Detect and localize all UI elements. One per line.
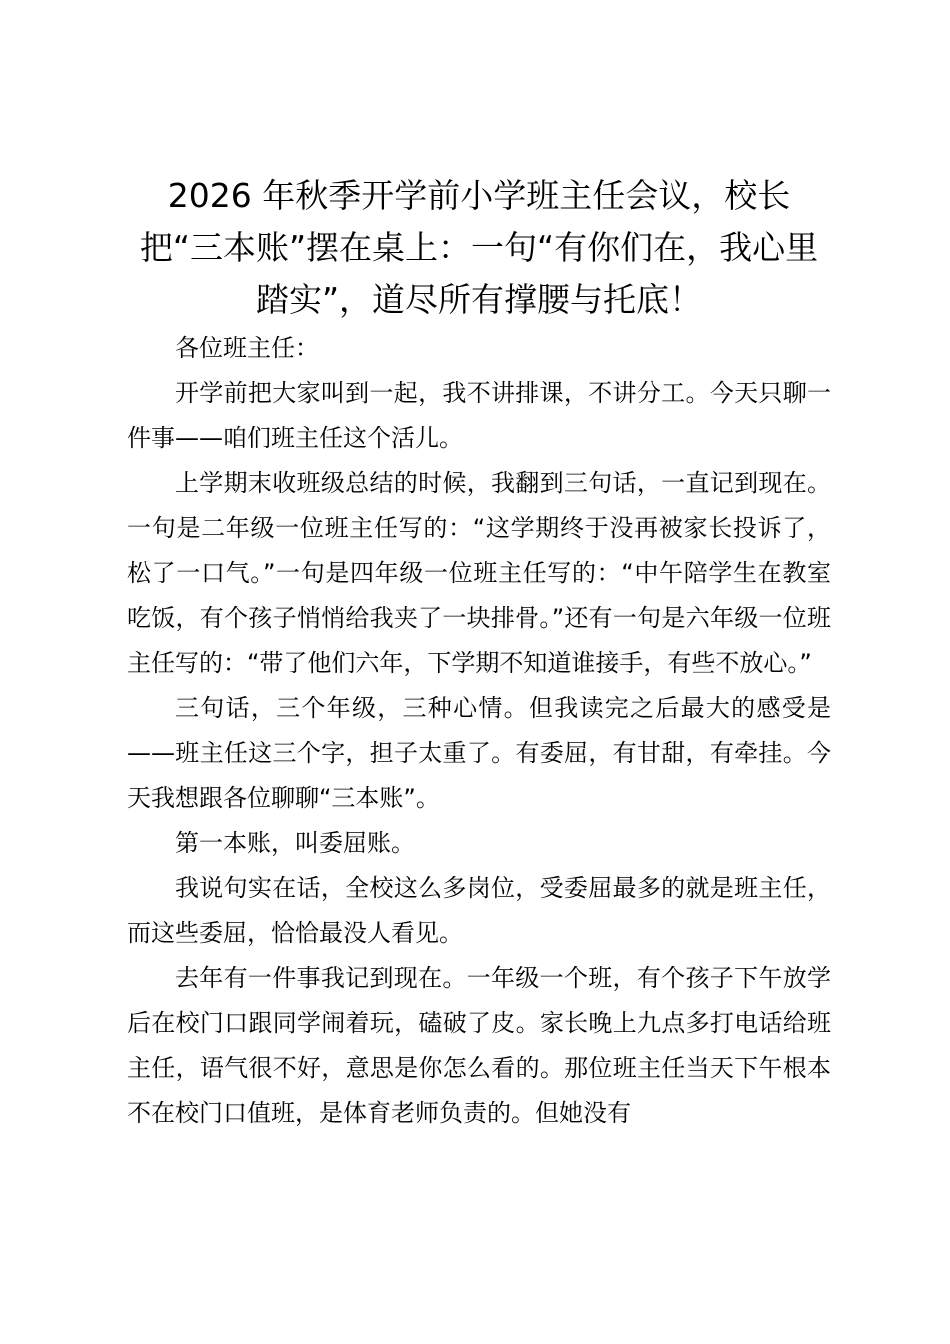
document-content [127,170,831,1136]
section-heading-first-account: 第一本账，叫委屈账。 [175,829,415,857]
paragraph-three-sentences: 上学期末收班级总结的时候，我翻到三句话，一直记到现在。一句是二年级一位班主任写的：“这学期终于没再被家长投诉了，松了一口气。”一句是四年级一位班主任写的：“中午陪学生在教室吃饭，有个孩子悄悄给我夹了一块排骨。”还有一句是六年级一位班主任写的：“带了他们六年，下学期不知道谁接手，有些不放心。” [127,469,831,677]
paragraph-grievance: 我说句实在话，全校这么多岗位，受委屈最多的就是班主任，而这些委屈，恰恰最没人看见。 [127,874,831,947]
paragraph-three-accounts: 三句话，三个年级，三种心情。但我读完之后最大的感受是——班主任这三个字，担子太重了。有委屈，有甘甜，有牵挂。今天我想跟各位聊聊“三本账”。 [127,694,831,812]
document-body [127,326,831,1136]
document-title: 2026 年秋季开学前小学班主任会议，校长把“三本账”摆在桌上：一句“有你们在，我心里踏实”，道尽所有撑腰与托底！ [139,176,819,319]
salutation: 各位班主任： [175,334,319,362]
paragraph-intro: 开学前把大家叫到一起，我不讲排课，不讲分工。今天只聊一件事——咱们班主任这个活儿。 [127,379,831,452]
paragraph-story: 去年有一件事我记到现在。一年级一个班，有个孩子下午放学后在校门口跟同学闹着玩，磕破了皮。家长晚上九点多打电话给班主任，语气很不好，意思是你怎么看的。那位班主任当天下午根本不在校门口值班，是体育老师负责的。但她没有 [127,964,831,1127]
